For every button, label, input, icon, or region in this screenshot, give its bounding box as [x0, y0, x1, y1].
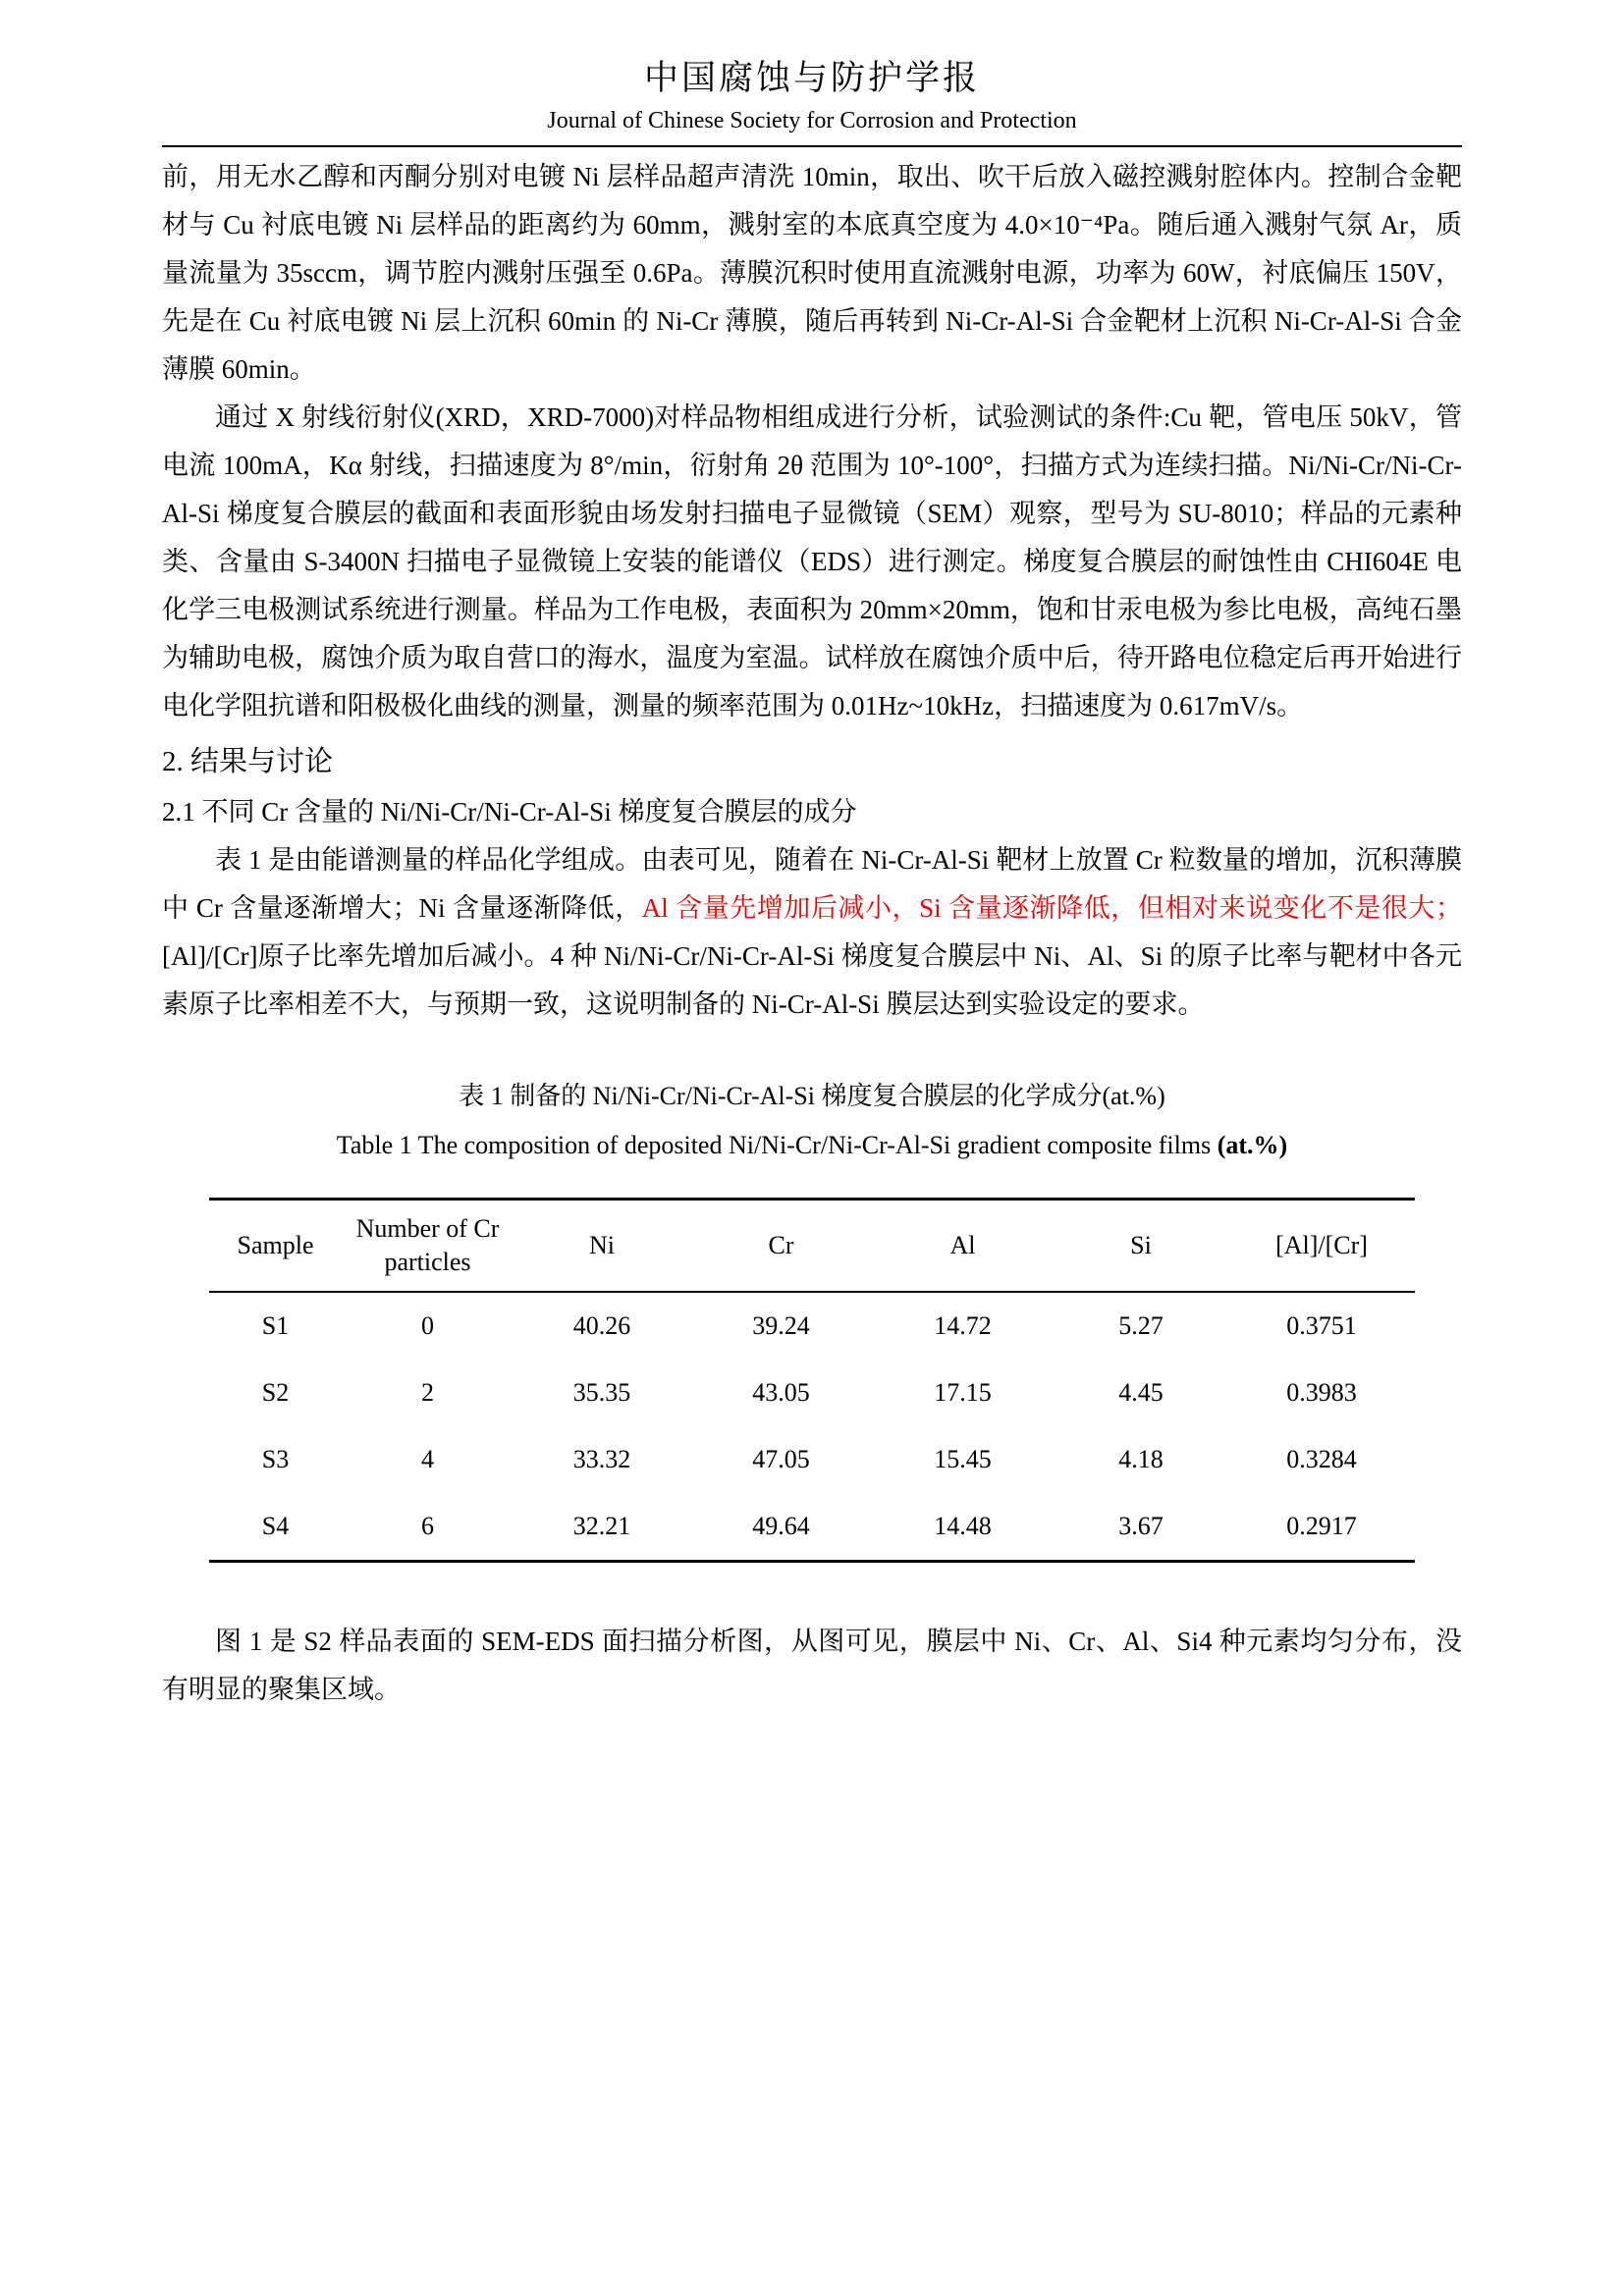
table1: [209, 1198, 1415, 1563]
table-header-row: [209, 1200, 1415, 1293]
table-cell: S4: [261, 1512, 290, 1540]
table-cell: 2: [421, 1378, 434, 1407]
table-cell: S3: [261, 1445, 290, 1473]
paper-body: [162, 153, 1462, 1714]
table-cell: 4: [421, 1445, 434, 1473]
table-cell: 14.72: [934, 1311, 992, 1340]
col-header-al: Al: [949, 1231, 976, 1259]
table-row: [209, 1292, 1415, 1360]
table-cell: 4.18: [1118, 1445, 1164, 1473]
subsection-heading-2-1: 2.1 不同 Cr 含量的 Ni/Ni-Cr/Ni-Cr-Al-Si 梯度复合膜层的成分: [162, 797, 857, 827]
table1-caption-en: [162, 1129, 1462, 1162]
paragraph-composition: [162, 836, 1462, 1029]
table-cell: 32.21: [572, 1512, 631, 1540]
composition-text-highlight: Al 含量先增加后减小，Si 含量逐渐降低，但相对来说变化不是很大；: [641, 893, 1462, 923]
col-header-sample: Sample: [237, 1231, 314, 1259]
table1-header: [209, 1200, 1415, 1293]
table-cell: 40.26: [572, 1311, 631, 1340]
table-cell: 47.05: [752, 1445, 810, 1473]
table1-caption-zh: 表 1 制备的 Ni/Ni-Cr/Ni-Cr-Al-Si 梯度复合膜层的化学成分(at.%): [459, 1082, 1165, 1110]
col-header-cr: Cr: [768, 1231, 794, 1259]
table-cell: 49.64: [752, 1512, 810, 1540]
table-cell: 0.3751: [1286, 1311, 1357, 1340]
table1-captions: [162, 1080, 1462, 1162]
col-header-al-cr-ratio: [Al]/[Cr]: [1275, 1231, 1368, 1259]
table-cell: 0.3983: [1286, 1378, 1357, 1407]
table-cell: 35.35: [572, 1378, 631, 1407]
table1-caption-en-main: Table 1 The composition of deposited Ni/Ni-Cr/Ni-Cr-Al-Si gradient composite films: [336, 1131, 1218, 1159]
table-cell: S1: [261, 1311, 290, 1340]
composition-text-start: 表 1 是由能谱测量的样品化学组成。由表可见，随着在 Ni-Cr-Al-Si 靶材上放置 Cr 粒数量的增加，沉积薄膜中 Cr 含量逐渐增大；Ni 含量逐渐降低，: [162, 845, 1462, 923]
paragraph-methods-2: 通过 X 射线衍射仪(XRD，XRD-7000)对样品物相组成进行分析，试验测试的条件:Cu 靶，管电压 50kV，管电流 100mA，Kα 射线，扫描速度为 8°/min，衍射角 2θ 范围为 10°-100°，扫描方式为连续扫描。Ni/Ni-Cr/Ni-Cr-Al-Si 梯度复合膜层的截面和表面形貌由场发射扫描电子显微镜（SEM）观察，型号为 SU-8010；样品的元素种类、含量由 S-3400N 扫描电子显微镜上安装的能谱仪（EDS）进行测定。梯度复合膜层的耐蚀性由 CHI604E 电化学三电极测试系统进行测量。样品为工作电极，表面积为 20mm×20mm，饱和甘汞电极为参比电极，高纯石墨为辅助电极，腐蚀介质为取自营口的海水，温度为室温。试样放在腐蚀介质中后，待开路电位稳定后再开始进行电化学阻抗谱和阳极极化曲线的测量，测量的频率范围为 0.01Hz~10kHz，扫描速度为 0.617mV/s。: [162, 402, 1462, 721]
composition-text-end: [Al]/[Cr]原子比率先增加后减小。4 种 Ni/Ni-Cr/Ni-Cr-Al-Si 梯度复合膜层中 Ni、Al、Si 的原子比率与靶材中各元素原子比率相差不大，与预期一致，这说明制备的 Ni-Cr-Al-Si 膜层达到实验设定的要求。: [162, 941, 1462, 1019]
header-divider: [162, 145, 1462, 147]
paragraph-methods-1: 前，用无水乙醇和丙酮分别对电镀 Ni 层样品超声清洗 10min，取出、吹干后放入磁控溅射腔体内。控制合金靶材与 Cu 衬底电镀 Ni 层样品的距离约为 60mm，溅射室的本底真空度为 4.0×10⁻⁴Pa。随后通入溅射气氛 Ar，质量流量为 35sccm，调节腔内溅射压强至 0.6Pa。薄膜沉积时使用直流溅射电源，功率为 60W，衬底偏压 150V，先是在 Cu 衬底电镀 Ni 层上沉积 60min 的 Ni-Cr 薄膜，随后再转到 Ni-Cr-Al-Si 合金靶材上沉积 Ni-Cr-Al-Si 合金薄膜 60min。: [162, 162, 1462, 384]
table-cell: 0.2917: [1286, 1512, 1357, 1540]
paragraph-figure1-intro: 图 1 是 S2 样品表面的 SEM-EDS 面扫描分析图，从图可见，膜层中 Ni、Cr、Al、Si4 种元素均匀分布，没有明显的聚集区域。: [162, 1627, 1462, 1704]
table-cell: 17.15: [934, 1378, 992, 1407]
table-cell: 3.67: [1118, 1512, 1164, 1540]
table-row: [209, 1426, 1415, 1493]
table-cell: 39.24: [752, 1311, 810, 1340]
col-header-si: Si: [1130, 1231, 1152, 1259]
col-header-cr-particles-label: Number of Cr particles: [355, 1214, 500, 1276]
table-cell: 6: [421, 1512, 434, 1540]
table-row: [209, 1493, 1415, 1562]
table-row: [209, 1360, 1415, 1426]
section-heading-results: 2. 结果与讨论: [162, 746, 334, 777]
journal-title-zh: 中国腐蚀与防护学报: [643, 59, 980, 97]
table1-body: [209, 1292, 1415, 1562]
journal-title-en: Journal of Chinese Society for Corrosion and Protection: [547, 108, 1077, 133]
table-cell: 0: [421, 1311, 434, 1340]
table-cell: 0.3284: [1286, 1445, 1357, 1473]
table-cell: 14.48: [934, 1512, 992, 1540]
table-cell: S2: [261, 1378, 290, 1407]
table-cell: 33.32: [572, 1445, 631, 1473]
journal-header: [162, 57, 1462, 147]
table-cell: 4.45: [1118, 1378, 1164, 1407]
col-header-ni: Ni: [589, 1231, 615, 1259]
table-cell: 15.45: [934, 1445, 992, 1473]
col-header-cr-particles: [342, 1200, 514, 1293]
table1-caption-en-unit: (at.%): [1217, 1131, 1288, 1159]
table-cell: 5.27: [1118, 1311, 1164, 1340]
table-cell: 43.05: [752, 1378, 810, 1407]
